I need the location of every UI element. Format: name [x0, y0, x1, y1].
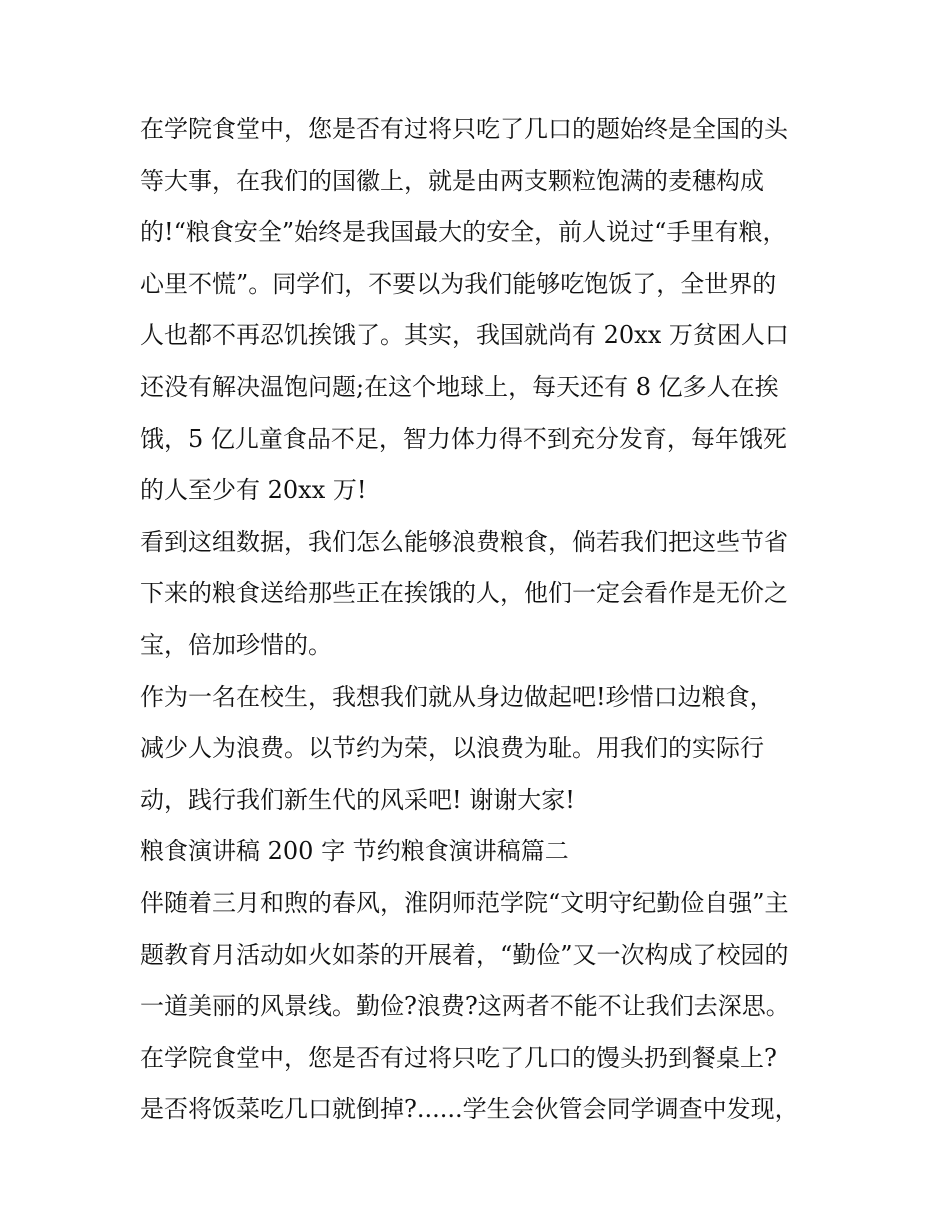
- text-line-8: 的人至少有 20xx 万!: [140, 476, 367, 505]
- text-line-18: 一道美丽的风景线。勤俭?浪费?这两者不能不让我们去深思。: [140, 992, 790, 1021]
- text-line-10: 下来的粮食送给那些正在挨饿的人，他们一定会看作是无价之: [140, 579, 788, 608]
- text-line-7: 饿，5 亿儿童食品不足，智力体力得不到充分发育，每年饿死: [140, 424, 787, 453]
- text-line-19: 在学院食堂中，您是否有过将只吃了几口的馒头扔到餐桌上?: [140, 1043, 777, 1072]
- text-line-17: 题教育月活动如火如荼的开展着，“勤俭”又一次构成了校园的: [140, 940, 789, 969]
- text-line-1: 在学院食堂中，您是否有过将只吃了几口的题始终是全国的头: [140, 115, 788, 143]
- text-line-5: 人也都不再忍饥挨饿了。其实，我国就尚有 20xx 万贫困人口: [140, 321, 789, 350]
- text-line-6: 还没有解决温饱问题;在这个地球上，每天还有 8 亿多人在挨: [140, 372, 779, 401]
- text-line-13: 减少人为浪费。以节约为荣，以浪费为耻。用我们的实际行: [140, 734, 764, 763]
- text-line-4: 心里不慌”。同学们，不要以为我们能够吃饱饭了，全世界的: [140, 269, 777, 298]
- text-line-2: 等大事，在我们的国徽上，就是由两支颗粒饱满的麦穗构成: [140, 166, 764, 195]
- text-line-3: 的!“粮食安全”始终是我国最大的安全，前人说过“手里有粮，: [140, 218, 787, 247]
- text-line-14: 动，践行我们新生代的风采吧! 谢谢大家!: [140, 785, 575, 814]
- text-line-16: 伴随着三月和煦的春风，淮阴师范学院“文明守纪勤俭自强”主: [140, 888, 789, 917]
- text-line-12: 作为一名在校生，我想我们就从身边做起吧!珍惜口边粮食，: [140, 682, 774, 711]
- document-body: [140, 104, 820, 1136]
- text-line-11: 宝，倍加珍惜的。: [140, 630, 332, 659]
- text-line-9: 看到这组数据，我们怎么能够浪费粮食，倘若我们把这些节省: [140, 527, 788, 556]
- section-heading: 粮食演讲稿 200 字 节约粮食演讲稿篇二: [140, 837, 569, 866]
- text-line-20: 是否将饭菜吃几口就倒掉?......学生会伙管会同学调查中发现，: [140, 1095, 799, 1124]
